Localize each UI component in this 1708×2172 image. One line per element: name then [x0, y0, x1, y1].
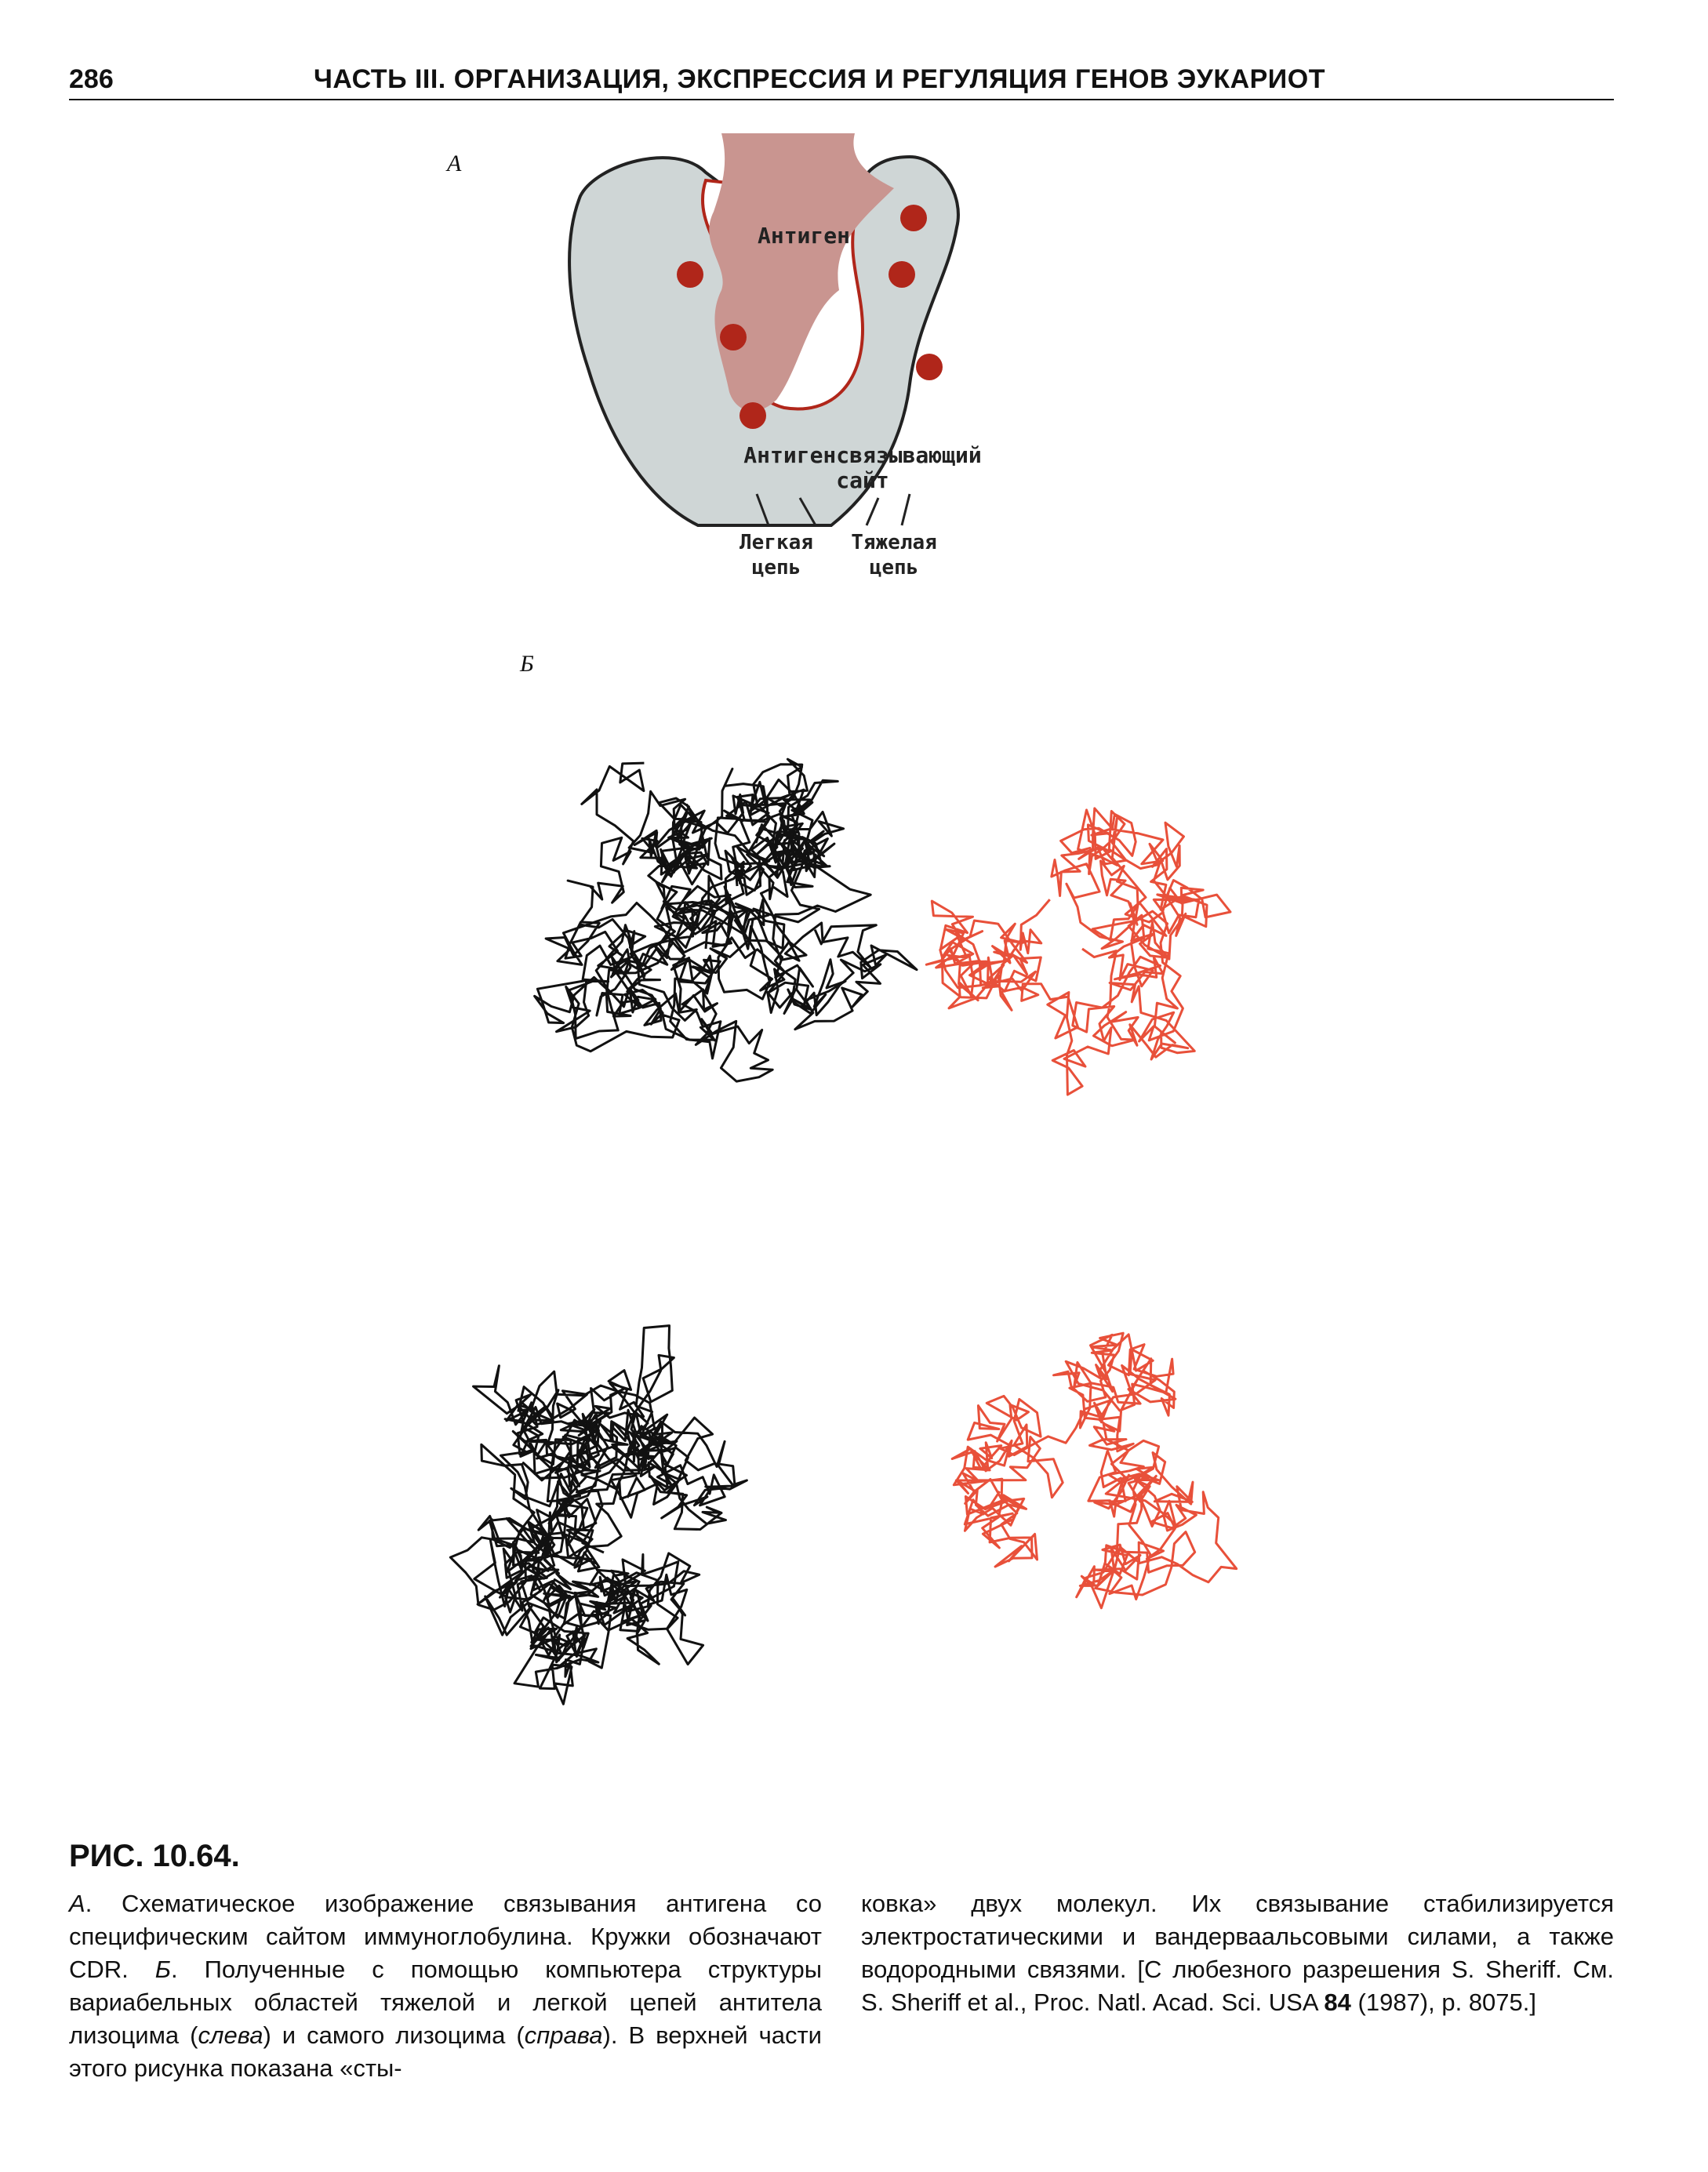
cdr-circle: [720, 324, 747, 350]
backbone-trace: [546, 759, 917, 1059]
lysozyme-trace-complex: [926, 808, 1230, 1095]
binding-site-label: Антигенсвязывающий: [743, 442, 982, 468]
panel-a-letter: А: [447, 151, 462, 176]
leader-line: [867, 498, 878, 525]
figure-panel-a: [439, 133, 1035, 604]
caption-text-run: Б: [154, 1956, 171, 1983]
antibody-antigen-schematic: [439, 133, 1035, 604]
caption-right-column: [861, 1887, 1614, 2019]
page-header: [69, 64, 1614, 102]
caption-text-run: справа: [524, 2021, 603, 2049]
caption-left-column: [69, 1887, 822, 2085]
caption-text-run: слева: [198, 2021, 263, 2049]
backbone-trace: [952, 1333, 1237, 1608]
cdr-circle: [916, 354, 943, 380]
antibody-trace-complex: [535, 759, 917, 1081]
leader-line: [902, 494, 910, 525]
backbone-trace: [482, 1410, 747, 1704]
header-rule: [69, 99, 1614, 100]
caption-text-run: . Схематическое изображение связывания антигена со специфическим сайтом иммуноглобулина. Кружки обозначают CDR.: [69, 1890, 822, 1983]
caption-text-run: ) и самого лизоцима (: [263, 2021, 525, 2049]
caption-text-run: ковка» двух молекул. Их связывание стабилизируется электростатическими и вандерваальсовыми силами, а также водородными связями. [С любезного разрешения S. Sheriff. См. S. Sheriff et al., Proc. Natl. Acad. Sci. USA: [861, 1890, 1614, 2016]
caption-text-run: . Полученные с помощью компьютера структуры вариабельных областей тяжелой и легкой цепей антитела лизоцима (: [69, 1956, 822, 2049]
antibody-trace-separate: [450, 1326, 747, 1705]
binding-site-label: сайт: [836, 467, 889, 493]
backbone-trace: [926, 808, 1230, 1095]
heavy-chain-label: Тяжелая: [851, 531, 937, 554]
antigen-label: Антиген: [757, 223, 851, 249]
cdr-circle: [900, 205, 927, 231]
lysozyme-trace-separate: [952, 1333, 1237, 1608]
caption-text-run: 84: [1324, 1989, 1351, 2016]
heavy-chain-label: цепь: [869, 556, 919, 579]
figure-panel-b: [298, 651, 1396, 1788]
page-number: 286: [69, 64, 114, 94]
caption-text-run: ). В верхней части этого рисунка показана «сты-: [69, 2021, 822, 2082]
caption-text-run: (1987), p. 8075.]: [1350, 1989, 1537, 2016]
light-chain-label: цепь: [751, 556, 801, 579]
cdr-circle: [740, 402, 766, 429]
molecular-structures: [298, 651, 1396, 1788]
caption-text-run: А: [69, 1890, 85, 1917]
running-title: ЧАСТЬ III. ОРГАНИЗАЦИЯ, ЭКСПРЕССИЯ И РЕГУЛЯЦИЯ ГЕНОВ ЭУКАРИОТ: [314, 64, 1325, 94]
cdr-circle: [889, 261, 915, 288]
figure-label: РИС. 10.64.: [69, 1839, 240, 1873]
cdr-circle: [677, 261, 703, 288]
light-chain-label: Легкая: [740, 531, 813, 554]
panel-b-letter: Б: [520, 651, 534, 677]
